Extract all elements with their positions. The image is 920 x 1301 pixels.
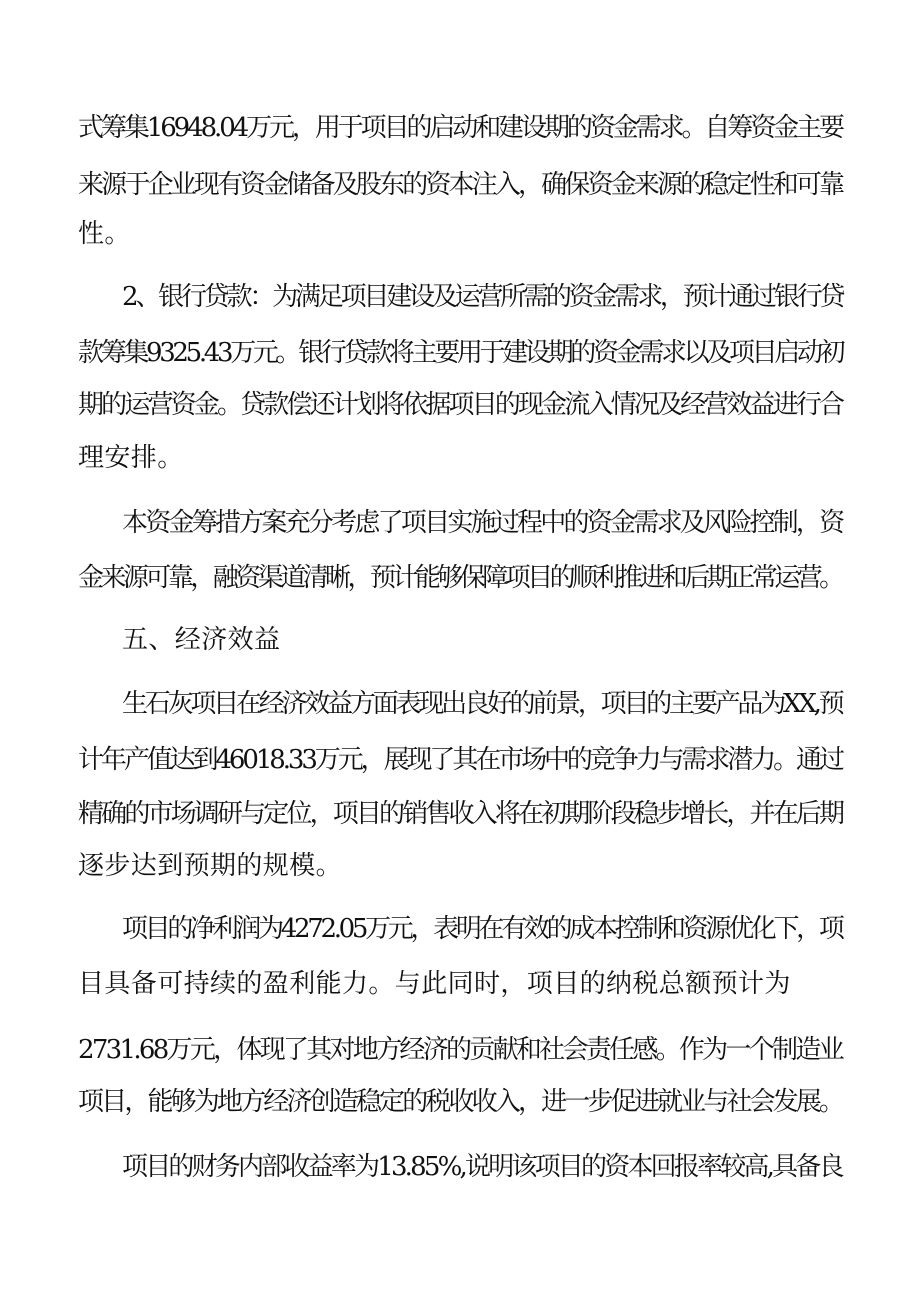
text-line: 性。 xyxy=(78,219,131,249)
text-line: 款筹集9325.43万元。银行贷款将主要用于建设期的资金需求以及项目启动初 xyxy=(78,338,843,368)
text-line: 项目，能够为地方经济创造稳定的税收收入，进一步促进就业与社会发展。 xyxy=(78,1087,843,1117)
text-line: 逐步达到预期的规模。 xyxy=(78,851,343,881)
text-line: 目具备可持续的盈利能力。与此同时，项目的纳税总额预计为 xyxy=(78,969,791,999)
text-line: 精确的市场调研与定位，项目的销售收入将在初期阶段稳步增长，并在后期 xyxy=(78,799,843,829)
text-line: 项目的财务内部收益率为13.85%,说明该项目的资本回报率较高,具备良 xyxy=(122,1152,842,1182)
text-line: 项目的净利润为4272.05万元，表明在有效的成本控制和资源优化下，项 xyxy=(122,914,842,944)
text-line: 本资金筹措方案充分考虑了项目实施过程中的资金需求及风险控制，资 xyxy=(122,508,843,538)
text-line: 计年产值达到46018.33万元，展现了其在市场中的竞争力与需求潜力。通过 xyxy=(78,745,842,775)
text-line: 2、银行贷款：为满足项目建设及运营所需的资金需求，预计通过银行贷 xyxy=(122,282,843,312)
text-line: 生石灰项目在经济效益方面表现出良好的前景，项目的主要产品为XX,预 xyxy=(122,689,842,719)
text-line: 来源于企业现有资金储备及股东的资本注入，确保资金来源的稳定性和可靠 xyxy=(78,170,843,200)
text-line: 2731.68万元，体现了其对地方经济的贡献和社会责任感。作为一个制造业 xyxy=(78,1035,842,1065)
text-line: 式筹集16948.04万元，用于项目的启动和建设期的资金需求。自筹资金主要 xyxy=(78,113,842,143)
text-line: 理安排。 xyxy=(78,443,184,473)
section-heading: 五、经济效益 xyxy=(122,625,281,655)
text-line: 金来源可靠，融资渠道清晰，预计能够保障项目的顺利推进和后期正常运营。 xyxy=(78,563,842,593)
text-line: 期的运营资金。贷款偿还计划将依据项目的现金流入情况及经营效益进行合 xyxy=(78,390,843,420)
